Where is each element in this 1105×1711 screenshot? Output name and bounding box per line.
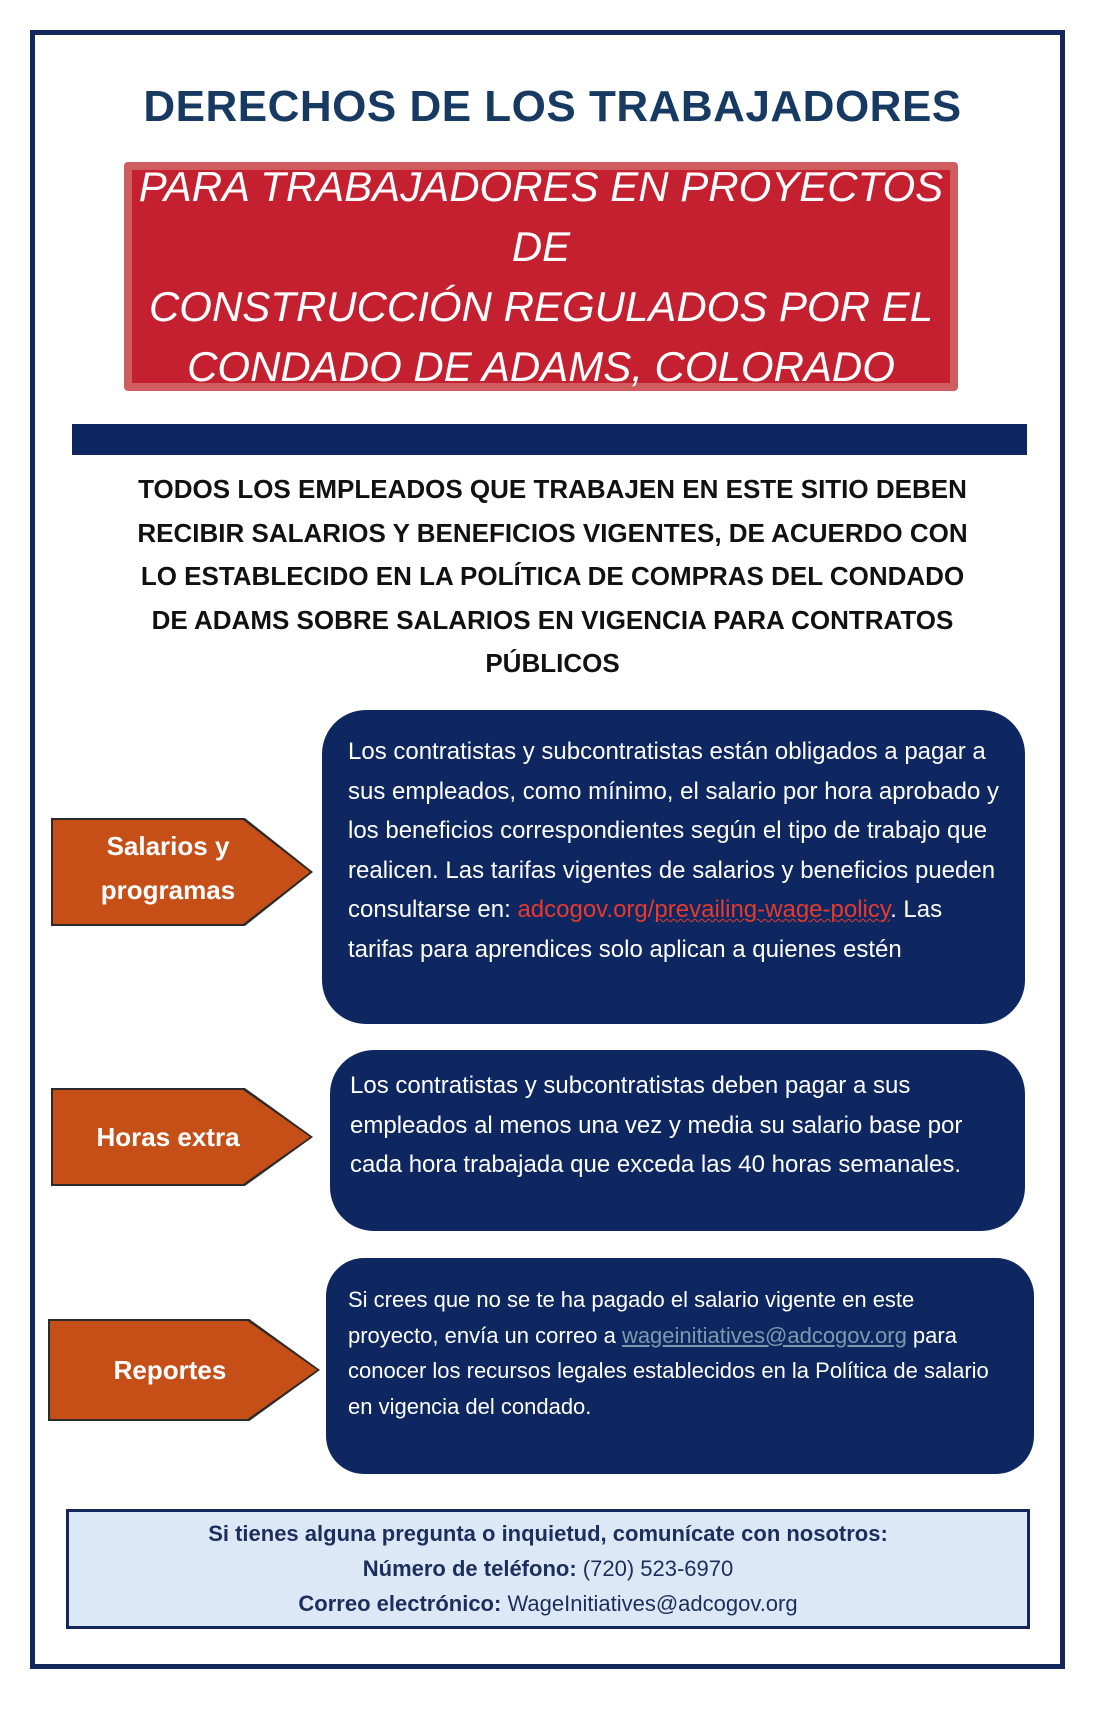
contact-email-label: Correo electrónico:	[298, 1591, 502, 1616]
contact-email[interactable]: WageInitiatives@adcogov.org	[507, 1591, 798, 1616]
contact-phone-label: Número de teléfono:	[362, 1556, 577, 1581]
reports-text	[348, 1282, 1008, 1424]
wages-text-after: . Las tarifas para aprendices solo aplican a quienes estén	[348, 896, 943, 963]
divider-bar	[72, 424, 1027, 455]
intro-statement: TODOS LOS EMPLEADOS QUE TRABAJEN EN ESTE SITIO DEBEN RECIBIR SALARIOS Y BENEFICIOS VIGENTES, DE ACUERDO CON LO ESTABLECIDO EN LA POLÍTICA DE COMPRAS DEL CONDADO DE ADAMS SOBRE SALARIOS EN VIGENCIA PARA CONTRATOS PÚBLICOS	[137, 474, 968, 678]
page-title: DERECHOS DE LOS TRABAJADORES	[143, 82, 962, 131]
reports-text-after: para conocer los recursos legales establecidos en la Política de salario en vigencia del condado.	[348, 1322, 989, 1419]
subtitle-text: PARA TRABAJADORES EN PROYECTOS DE CONSTRUCCIÓN REGULADOS POR EL CONDADO DE ADAMS, COLORADO	[138, 162, 944, 390]
reports-label: Reportes	[113, 1355, 227, 1385]
wages-link-domain[interactable]: adcogov.org/	[517, 896, 655, 923]
wages-text	[348, 732, 999, 969]
wages-label: Salarios y programas	[100, 831, 236, 905]
contact-phone[interactable]: (720) 523-6970	[582, 1556, 734, 1581]
overtime-label: Horas extra	[96, 1122, 240, 1152]
wages-text-before: Los contratistas y subcontratistas están obligados a pagar a sus empleados, como mínimo, el salario por hora aprobado y los beneficios correspondientes según el tipo de trabajo que realicen. Las tarifas vigentes de salarios y beneficios pueden consultarse en:	[348, 738, 999, 923]
contact-phone-line	[69, 1551, 1027, 1586]
reports-bubble	[326, 1258, 1034, 1474]
wages-link-path[interactable]: prevailing-wage-policy	[654, 896, 891, 923]
reports-text-before: Si crees que no se te ha pagado el salario vigente en este proyecto, envía un correo a	[348, 1287, 915, 1348]
contact-email-line	[69, 1586, 1027, 1621]
contact-heading: Si tienes alguna pregunta o inquietud, comunícate con nosotros:	[208, 1521, 888, 1546]
contact-box	[66, 1509, 1030, 1629]
overtime-bubble	[330, 1050, 1025, 1231]
wages-bubble	[322, 710, 1025, 1024]
overtime-text: Los contratistas y subcontratistas deben pagar a sus empleados al menos una vez y media su salario base por cada hora trabajada que exceda las 40 horas semanales.	[350, 1072, 963, 1178]
reports-email-link[interactable]: wageinitiatives@adcogov.org	[621, 1322, 907, 1348]
subtitle-banner	[124, 162, 958, 391]
